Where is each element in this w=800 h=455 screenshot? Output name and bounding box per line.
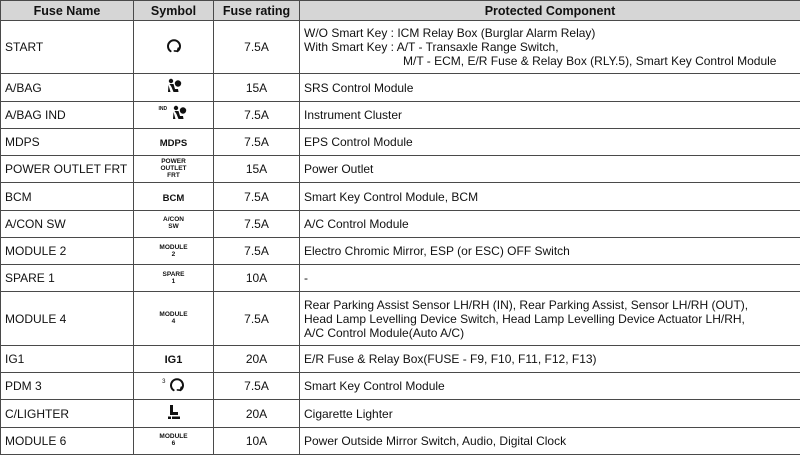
cigarette-lighter-icon: [165, 403, 183, 424]
fuse-rating: 10A: [214, 427, 300, 454]
component-line: M/T - ECM, E/R Fuse & Relay Box (RLY.5), Smart Key Control Module: [403, 54, 777, 69]
fuse-symbol: [134, 373, 214, 400]
fuse-rating: 20A: [214, 400, 300, 427]
fuse-name: A/BAG: [1, 74, 134, 101]
fuse-rating: 15A: [214, 156, 300, 183]
protected-component: [300, 101, 800, 128]
component-line: Instrument Cluster: [304, 107, 403, 122]
fuse-name: SPARE 1: [1, 265, 134, 292]
fuse-name: PDM 3: [1, 373, 134, 400]
table-row: [1, 210, 800, 237]
fuse-symbol: [134, 210, 214, 237]
fuse-rating: 7.5A: [214, 21, 300, 74]
component-line: W/O Smart Key : ICM Relay Box (Burglar Alarm Relay): [304, 26, 596, 41]
component-line: SRS Control Module: [304, 80, 414, 95]
fuse-rating: 15A: [214, 74, 300, 101]
table-row: [1, 74, 800, 101]
fuse-name: A/BAG IND: [1, 101, 134, 128]
table-row: [1, 265, 800, 292]
fuse-name: BCM: [1, 183, 134, 210]
fuse-symbol: [134, 156, 214, 183]
fuse-symbol: [134, 74, 214, 101]
table-row: [1, 21, 800, 74]
fuse-symbol: [134, 128, 214, 155]
header-fuse-rating: Fuse rating: [214, 1, 300, 21]
symbol-text: POWER OUTLET FRT: [160, 158, 187, 180]
table-row: [1, 183, 800, 210]
symbol-text: MODULE 6: [159, 433, 188, 448]
protected-component: [300, 21, 800, 74]
table-row: [1, 101, 800, 128]
protected-component: [300, 74, 800, 101]
fuse-symbol: [134, 101, 214, 128]
table-row: [1, 156, 800, 183]
fuse-symbol: [134, 292, 214, 345]
symbol-text: IG1: [164, 354, 183, 367]
protected-component: [300, 427, 800, 454]
power-circle-arrow-icon: [169, 377, 185, 396]
component-line: Power Outside Mirror Switch, Audio, Digital Clock: [304, 433, 567, 448]
component-line: -: [304, 271, 308, 286]
fuse-rating: 20A: [214, 345, 300, 372]
symbol-text: A/CON SW: [163, 216, 184, 231]
fuse-symbol: [134, 427, 214, 454]
protected-component: [300, 400, 800, 427]
fuse-rating: 7.5A: [214, 183, 300, 210]
component-line: E/R Fuse & Relay Box(FUSE - F9, F10, F11, F12, F13): [304, 352, 597, 367]
fuse-name: MODULE 4: [1, 292, 134, 345]
table-row: [1, 400, 800, 427]
component-line: EPS Control Module: [304, 135, 413, 150]
fuse-name: POWER OUTLET FRT: [1, 156, 134, 183]
component-line: Power Outlet: [304, 162, 374, 177]
table-row: [1, 292, 800, 345]
power-circle-arrow-icon: [166, 38, 182, 57]
symbol-superscript: IND: [158, 106, 168, 113]
fuse-name: MODULE 2: [1, 237, 134, 264]
component-line: With Smart Key : A/T - Transaxle Range Switch,: [304, 40, 559, 55]
fuse-rating: 7.5A: [214, 292, 300, 345]
table-row: [1, 427, 800, 454]
fuse-rating: 10A: [214, 265, 300, 292]
protected-component: [300, 345, 800, 372]
component-line: Smart Key Control Module: [304, 379, 445, 394]
component-line: A/C Control Module: [304, 216, 409, 231]
protected-component: [300, 156, 800, 183]
component-line: Head Lamp Levelling Device Switch, Head Lamp Levelling Device Actuator LH/RH,: [304, 311, 745, 326]
header-symbol: Symbol: [134, 1, 214, 21]
component-line: Electro Chromic Mirror, ESP (or ESC) OFF Switch: [304, 244, 570, 259]
protected-component: [300, 292, 800, 345]
fuse-name: IG1: [1, 345, 134, 372]
component-line: Rear Parking Assist Sensor LH/RH (IN), Rear Parking Assist, Sensor LH/RH (OUT),: [304, 297, 749, 312]
table-row: [1, 128, 800, 155]
fuse-name: START: [1, 21, 134, 74]
fuse-symbol: [134, 237, 214, 264]
header-fuse-name: Fuse Name: [1, 1, 134, 21]
protected-component: [300, 183, 800, 210]
fuse-name: A/CON SW: [1, 210, 134, 237]
fuse-symbol: [134, 21, 214, 74]
symbol-text: MODULE 4: [159, 311, 188, 326]
component-line: A/C Control Module(Auto A/C): [304, 325, 465, 340]
fuse-symbol: [134, 345, 214, 372]
airbag-icon: [165, 78, 183, 97]
header-row: [1, 1, 800, 21]
symbol-superscript: 3: [162, 378, 166, 385]
protected-component: [300, 237, 800, 264]
header-protected-component: Protected Component: [300, 1, 800, 21]
fuse-rating: 7.5A: [214, 210, 300, 237]
fuse-rating: 7.5A: [214, 101, 300, 128]
symbol-text: BCM: [162, 192, 185, 204]
protected-component: [300, 373, 800, 400]
fuse-name: C/LIGHTER: [1, 400, 134, 427]
fuse-symbol: [134, 183, 214, 210]
component-line: Smart Key Control Module, BCM: [304, 189, 479, 204]
component-line: Cigarette Lighter: [304, 406, 393, 421]
fuse-name: MDPS: [1, 128, 134, 155]
fuse-rating: 7.5A: [214, 237, 300, 264]
table-row: [1, 345, 800, 372]
fuse-symbol: [134, 265, 214, 292]
table-row: [1, 373, 800, 400]
fuse-rating: 7.5A: [214, 373, 300, 400]
airbag-indicator-icon: [170, 105, 188, 124]
symbol-text: MODULE 2: [159, 243, 188, 258]
table-row: [1, 237, 800, 264]
protected-component: [300, 128, 800, 155]
symbol-text: SPARE 1: [162, 270, 185, 285]
symbol-text: MDPS: [159, 138, 188, 150]
protected-component: [300, 265, 800, 292]
fuse-symbol: [134, 400, 214, 427]
fuse-name: MODULE 6: [1, 427, 134, 454]
protected-component: [300, 210, 800, 237]
fuse-rating: 7.5A: [214, 128, 300, 155]
